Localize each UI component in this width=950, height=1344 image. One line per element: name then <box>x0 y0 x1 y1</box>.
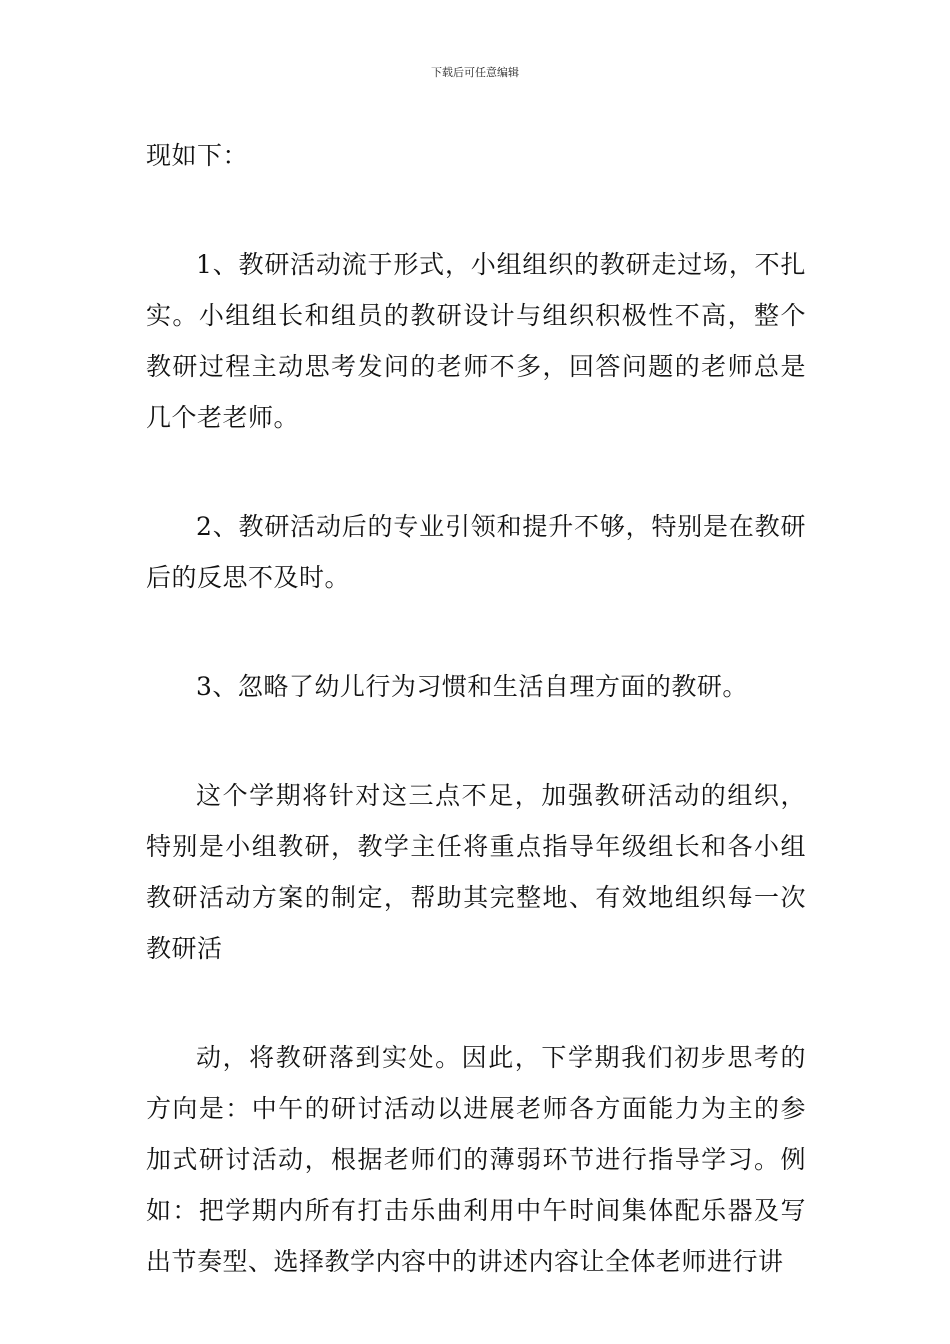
paragraph-gap <box>146 603 806 661</box>
paragraph-item-2: 2、教研活动后的专业引领和提升不够，特别是在教研后的反思不及时。 <box>146 512 806 592</box>
paragraph-gap <box>146 974 806 1032</box>
paragraph-item-3: 3、忽略了幼儿行为习惯和生活自理方面的教研。 <box>196 672 748 701</box>
paragraph-direction: 动，将教研落到实处。因此，下学期我们初步思考的方向是：中午的研讨活动以进展老师各方面能力为主的参加式研讨活动，根据老师们的薄弱环节进行指导学习。例如：把学期内所有打击乐曲利用中午时间集体配乐器及写出节奏型、选择教学内容中的讲述内容让全体老师进行讲 <box>146 1043 806 1276</box>
paragraph-gap <box>146 181 806 239</box>
paragraph-gap <box>146 712 806 770</box>
page-header: 下载后可任意编辑 <box>431 66 519 79</box>
document-body <box>146 130 806 1287</box>
paragraph-gap <box>146 443 806 501</box>
paragraph-item-1: 1、教研活动流于形式，小组组织的教研走过场，不扎实。小组组长和组员的教研设计与组织积极性不高，整个教研过程主动思考发问的老师不多，回答问题的老师总是几个老老师。 <box>146 250 806 432</box>
paragraph-intro: 现如下： <box>146 141 249 170</box>
paragraph-plan: 这个学期将针对这三点不足，加强教研活动的组织，特别是小组教研，教学主任将重点指导年级组长和各小组教研活动方案的制定，帮助其完整地、有效地组织每一次教研活 <box>146 781 806 963</box>
